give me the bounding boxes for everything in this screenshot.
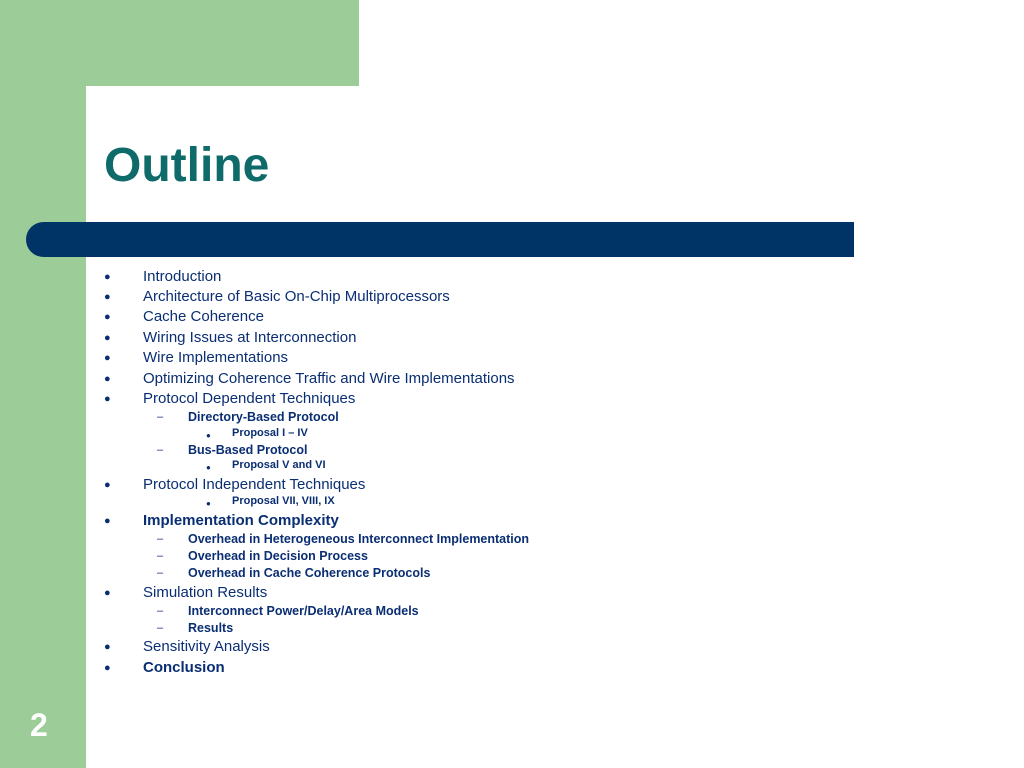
outline-item-text: Overhead in Decision Process xyxy=(188,549,368,563)
outline-item-level1 xyxy=(0,659,1024,679)
outline-item-text: Proposal VII, VIII, IX xyxy=(232,495,335,507)
bullet-icon: ● xyxy=(104,479,111,491)
outline-item-text: Optimizing Coherence Traffic and Wire Implementations xyxy=(143,370,515,387)
bullet-icon: ● xyxy=(104,352,111,364)
outline-item-text: Proposal I – IV xyxy=(232,427,308,439)
outline-item-level1 xyxy=(0,512,1024,532)
bullet-icon: ● xyxy=(104,662,111,674)
slide-title: Outline xyxy=(104,139,270,192)
bullet-icon: ● xyxy=(206,499,211,508)
bullet-icon: ● xyxy=(104,311,111,323)
outline-item-level1 xyxy=(0,329,1024,349)
outline-item-text: Cache Coherence xyxy=(143,308,264,325)
outline-item-level1 xyxy=(0,288,1024,308)
outline-item-level1 xyxy=(0,370,1024,390)
dash-bullet-icon: – xyxy=(157,411,164,423)
page-number: 2 xyxy=(30,707,48,743)
outline-item-text: Directory-Based Protocol xyxy=(188,410,339,424)
outline-item-level1 xyxy=(0,308,1024,328)
outline-item-text: Architecture of Basic On-Chip Multiprocessors xyxy=(143,288,450,305)
outline-item-text: Implementation Complexity xyxy=(143,512,339,529)
bullet-icon: ● xyxy=(206,463,211,472)
outline-item-level2 xyxy=(0,566,1024,586)
outline-item-text: Conclusion xyxy=(143,659,225,676)
outline-item-level1 xyxy=(0,268,1024,288)
dash-bullet-icon: – xyxy=(157,444,164,456)
outline-item-text: Simulation Results xyxy=(143,584,268,601)
outline-item-level1 xyxy=(0,349,1024,369)
outline-item-text: Proposal V and VI xyxy=(232,459,326,471)
bullet-icon: ● xyxy=(104,373,111,385)
outline-item-text: Protocol Independent Techniques xyxy=(143,476,366,493)
bullet-icon: ● xyxy=(206,431,211,440)
dash-bullet-icon: – xyxy=(157,533,164,545)
outline-item-text: Wire Implementations xyxy=(143,349,289,366)
outline-item-level1 xyxy=(0,584,1024,604)
dash-bullet-icon: – xyxy=(157,605,164,617)
bullet-icon: ● xyxy=(104,515,111,527)
bullet-icon: ● xyxy=(104,393,111,405)
bullet-icon: ● xyxy=(104,271,111,283)
outline-item-text: Interconnect Power/Delay/Area Models xyxy=(188,604,419,618)
bullet-icon: ● xyxy=(104,587,111,599)
outline-item-level1 xyxy=(0,390,1024,410)
bullet-icon: ● xyxy=(104,291,111,303)
outline-item-text: Protocol Dependent Techniques xyxy=(143,390,356,407)
outline-item-text: Wiring Issues at Interconnection xyxy=(143,329,357,346)
outline-item-text: Introduction xyxy=(143,268,222,285)
dash-bullet-icon: – xyxy=(157,567,164,579)
outline-item-text: Overhead in Heterogeneous Interconnect Implementation xyxy=(188,532,530,546)
dash-bullet-icon: – xyxy=(157,550,164,562)
dash-bullet-icon: – xyxy=(157,622,164,634)
outline-item-text: Bus-Based Protocol xyxy=(188,443,308,457)
outline-item-text: Overhead in Cache Coherence Protocols xyxy=(188,566,431,580)
outline-item-level1 xyxy=(0,638,1024,658)
bullet-icon: ● xyxy=(104,641,111,653)
bullet-icon: ● xyxy=(104,332,111,344)
outline-item-level1 xyxy=(0,476,1024,496)
outline-item-text: Results xyxy=(188,621,234,635)
outline-item-text: Sensitivity Analysis xyxy=(143,638,270,655)
